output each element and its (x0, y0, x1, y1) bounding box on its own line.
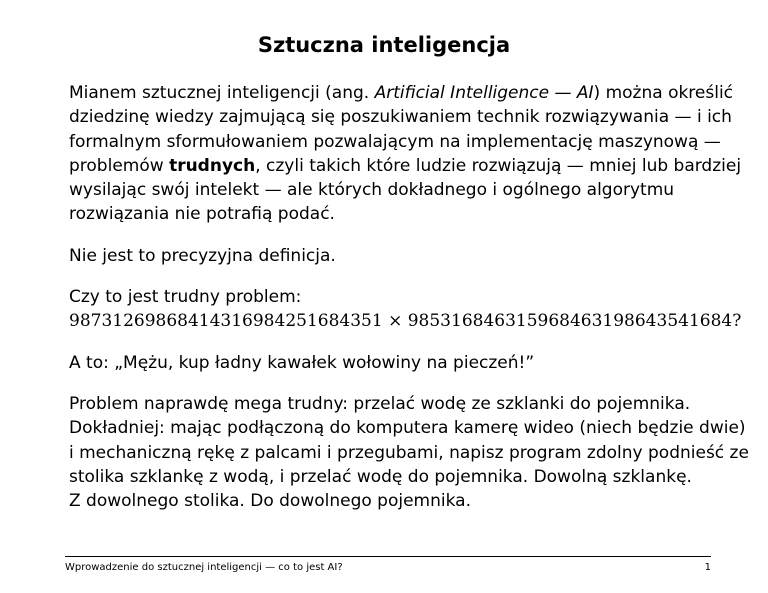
text-span: problemów (69, 155, 170, 176)
problem-line-3: i mechaniczną rękę z palcami i przegubami, napisz program zdolny podnieść ze (69, 442, 749, 463)
definition-line-2: dziedzinę wiedzy zajmującą się poszukiwaniem technik rozwiązywania — i ich (69, 107, 732, 128)
page-number: 1 (704, 562, 711, 573)
problem-paragraph (69, 392, 749, 513)
text-span: ) można określić (593, 83, 734, 103)
footer-rule (65, 556, 711, 557)
quote-line: A to: „Mężu, kup ładny kawałek wołowiny na pieczeń!” (69, 352, 535, 373)
problem-line-2: Dokładniej: mając podłączoną do komputera kamerę wideo (niech będzie dwie) (69, 418, 746, 439)
text-span: , czyli takich które ludzie rozwiązują — mniej lub bardziej (255, 155, 742, 176)
slide-title: Sztuczna inteligencja (257, 33, 511, 57)
number-2-end: 4? (721, 311, 742, 332)
definition-paragraph (69, 81, 742, 227)
problem-line-5: Z dowolnego stolika. Do dowolnego pojemnika. (69, 491, 471, 512)
quote-paragraph (69, 351, 709, 375)
problem-line-4: stolika szklankę z wodą, i przelać wodę do pojemnika. Dowolną szklankę. (69, 466, 692, 487)
number-2: 98531684631596846319864354168 (407, 311, 722, 332)
slide-content (69, 81, 749, 530)
text-span: Mianem sztucznej inteligencji (ang. (69, 83, 375, 103)
definition-line-5: wysilając swój intelekt — ale których dokładnego i ogólnego algorytmu (69, 180, 675, 201)
question-line: Czy to jest trudny problem: (69, 287, 302, 308)
bold-term: trudnych (169, 155, 256, 176)
problem-line-1: Problem naprawdę mega trudny: przelać wodę ze szklanki do pojemnika. (69, 393, 691, 414)
multiplication-expression (69, 309, 742, 333)
number-1: 98731269868414316984251684351 (69, 311, 383, 332)
definition-line-6: rozwiązania nie potrafią podać. (69, 204, 335, 225)
remark-line: Nie jest to precyzyjna definicja. (69, 245, 336, 266)
remark-paragraph (69, 244, 709, 268)
english-term: Artificial Intelligence — AI (374, 83, 594, 103)
footer-title: Wprowadzenie do sztucznej inteligencji — co to jest AI? (65, 562, 343, 573)
times-operator: × (382, 311, 408, 332)
definition-line-4 (69, 154, 742, 178)
definition-line-1 (69, 81, 734, 105)
multiplication-paragraph (69, 285, 742, 334)
definition-line-3: formalnym sformułowaniem pozwalającym na implementację maszynową — (69, 131, 721, 152)
